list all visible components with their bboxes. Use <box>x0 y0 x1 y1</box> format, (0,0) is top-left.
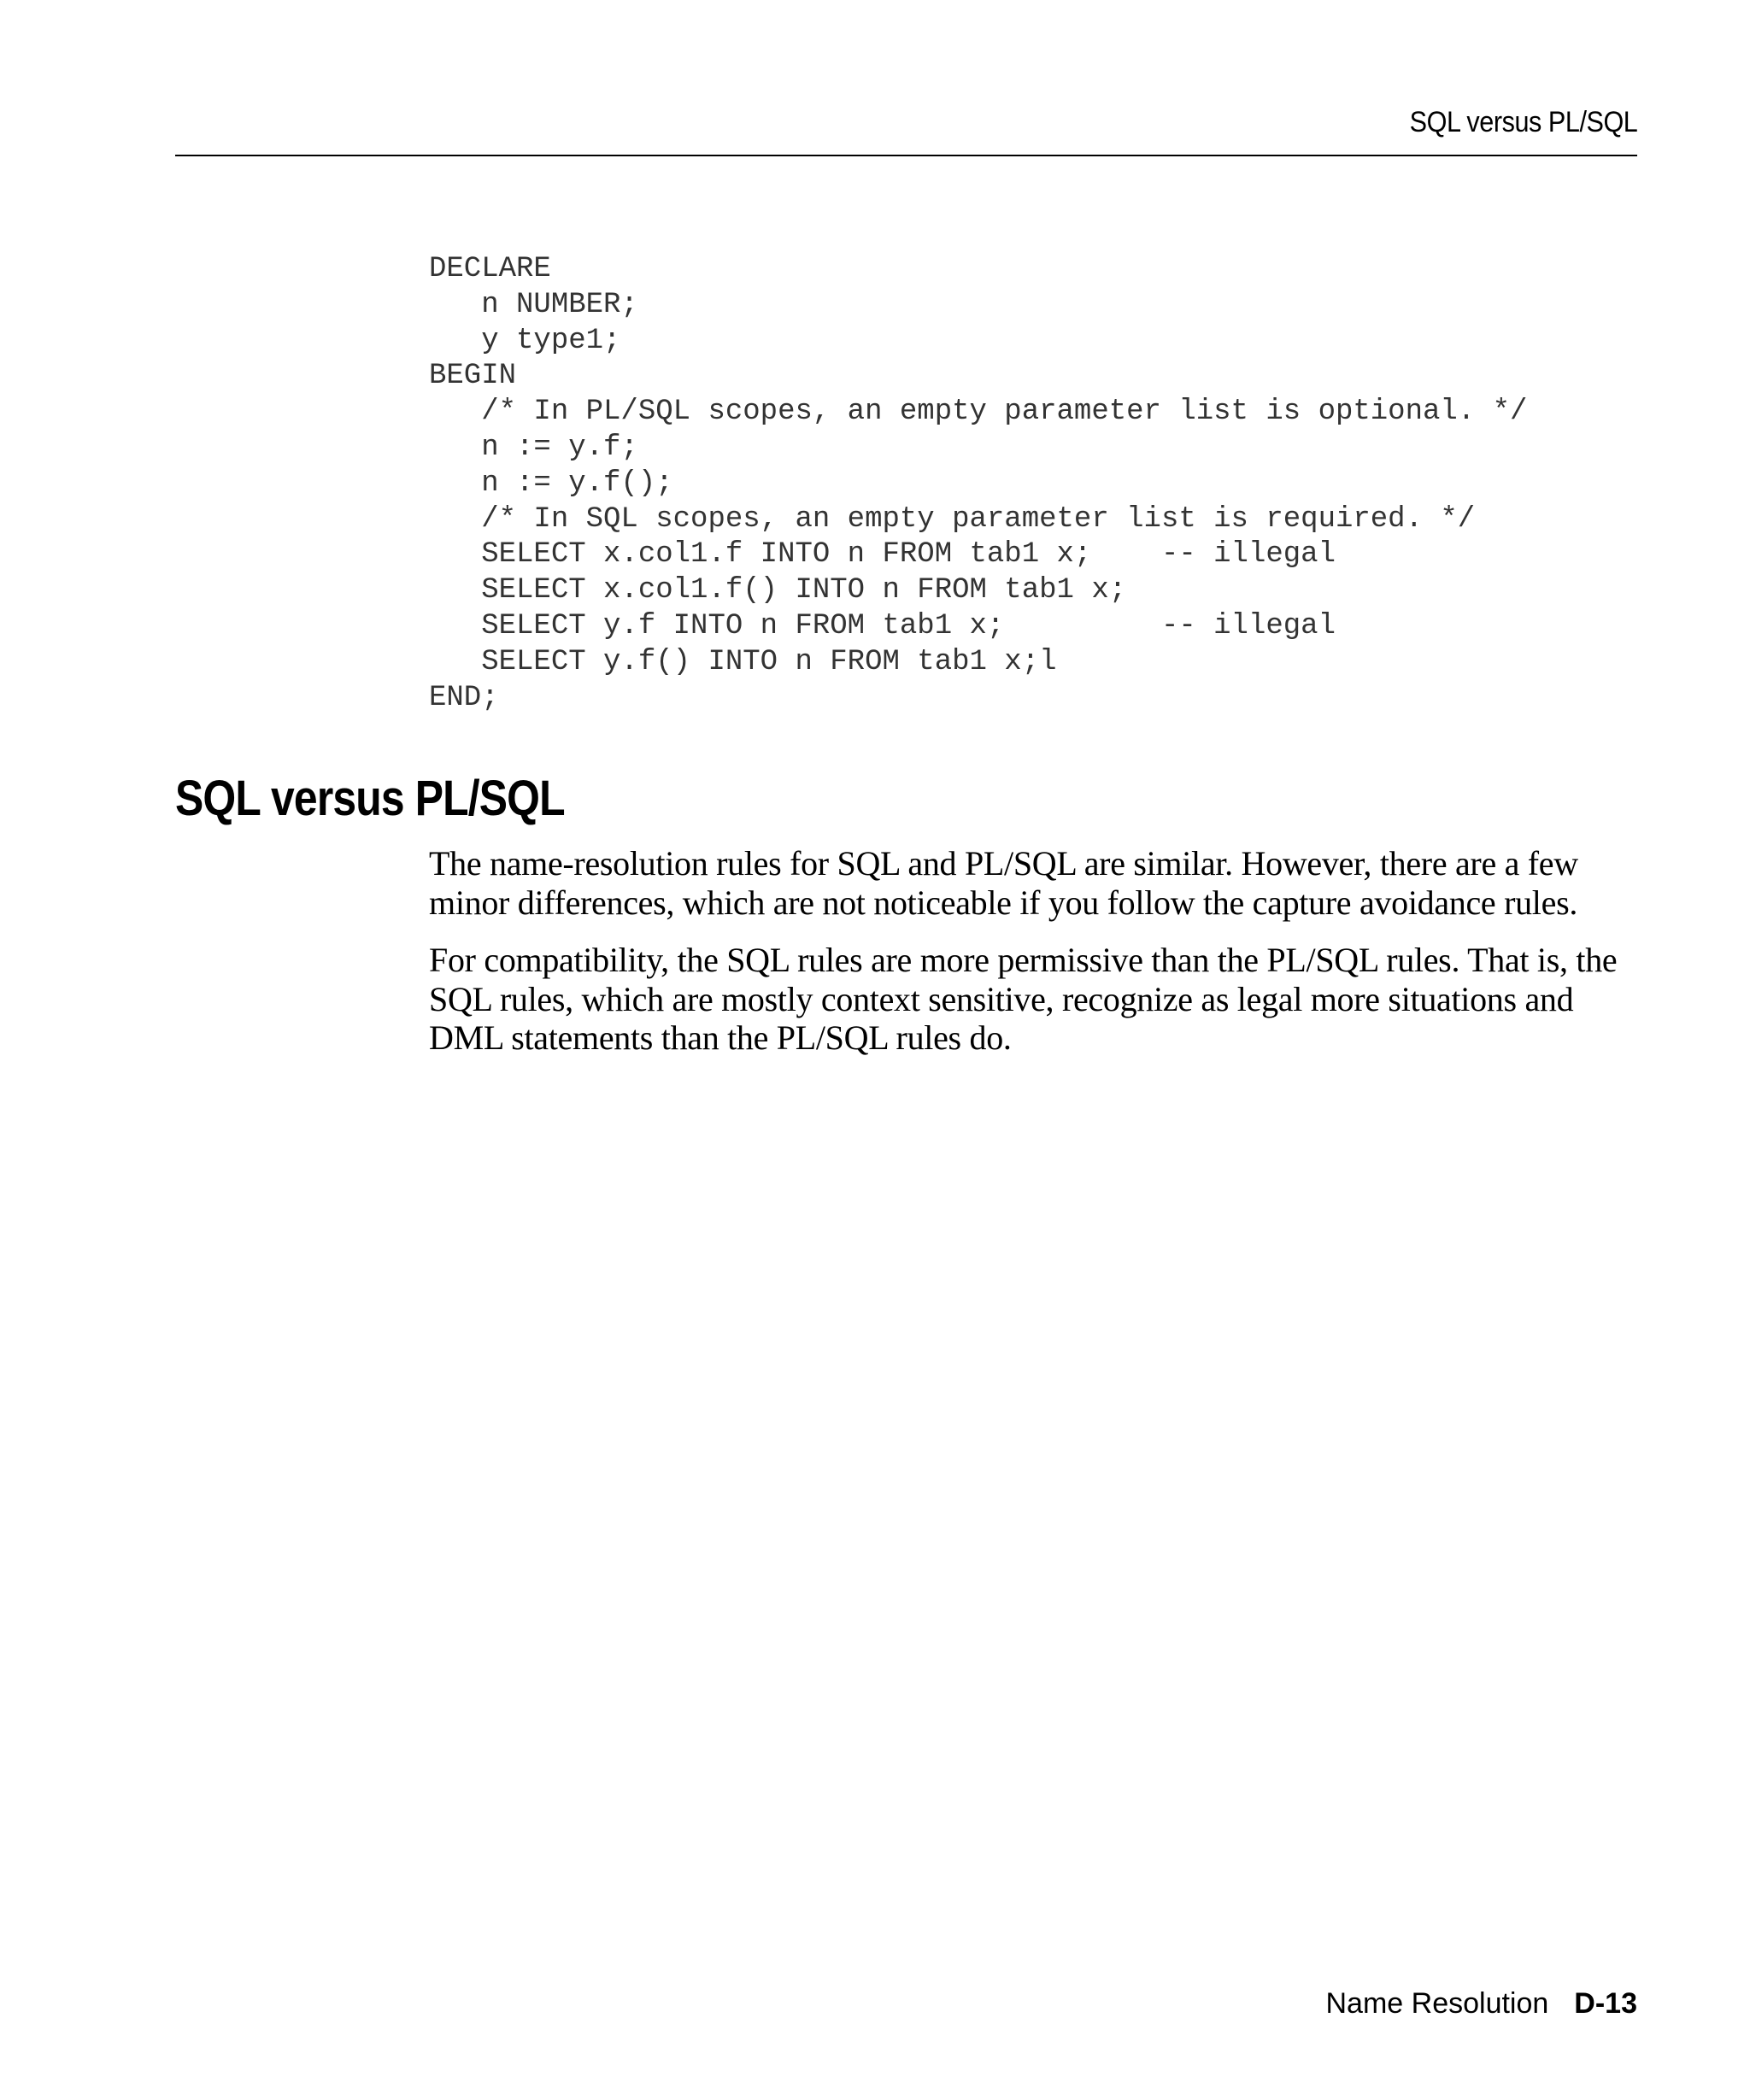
code-example <box>429 252 1527 716</box>
footer-chapter-title: Name Resolution <box>1325 1987 1549 2020</box>
code-line: /* In SQL scopes, an empty parameter list is required. */ <box>429 502 1476 536</box>
code-line: DECLARE <box>429 253 551 285</box>
section-heading: SQL versus PL/SQL <box>175 771 565 826</box>
code-line: SELECT x.col1.f() INTO n FROM tab1 x; <box>429 574 1127 607</box>
header-rule <box>175 155 1637 156</box>
code-line: n := y.f(); <box>429 466 673 500</box>
code-line: n := y.f; <box>429 431 638 464</box>
code-line: END; <box>429 681 499 714</box>
page-footer <box>1326 1987 1638 2021</box>
code-line: SELECT y.f INTO n FROM tab1 x; -- illegal <box>429 609 1336 642</box>
code-line: SELECT y.f() INTO n FROM tab1 x;l <box>429 645 1057 678</box>
body-paragraph: The name-resolution rules for SQL and PL/SQL are similar. However, there are a few minor differences, which are not noticeable if you follow the capture avoidance rules. <box>429 844 1578 922</box>
body-paragraph: For compatibility, the SQL rules are more permissive than the PL/SQL rules. That is, the SQL rules, which are mostly context sensitive, recognize as legal more situations and DML statements than the PL/SQL rules do. <box>429 941 1618 1057</box>
running-header: SQL versus PL/SQL <box>1409 106 1637 138</box>
code-line: SELECT x.col1.f INTO n FROM tab1 x; -- illegal <box>429 538 1336 572</box>
section-body <box>429 844 1642 1076</box>
code-line: y type1; <box>429 324 621 357</box>
footer-page-number: D-13 <box>1574 1987 1637 2020</box>
code-line: n NUMBER; <box>429 288 638 321</box>
code-line: BEGIN <box>429 360 517 393</box>
code-line: /* In PL/SQL scopes, an empty parameter list is optional. */ <box>429 396 1528 429</box>
